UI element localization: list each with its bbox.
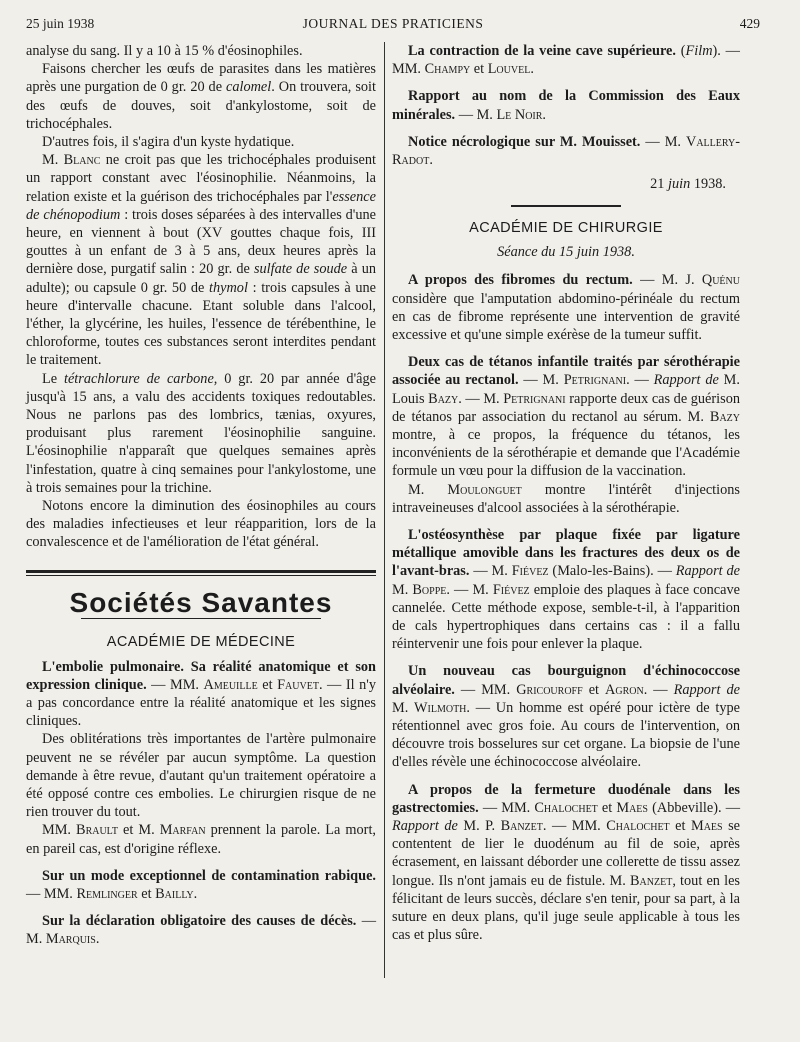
issue-date: 25 juin 1938: [26, 16, 95, 31]
entry: L'embolie pulmonaire. Sa réalité anatomique et son expression clinique. — MM. Ameuille et Fauvet. — Il n'y a pas concordance entre la réalité anatomique et les signes cliniques.: [26, 658, 376, 730]
column-divider: [384, 42, 385, 978]
session-date: 21 juin 1938.: [650, 176, 726, 193]
entry: A propos de la fermeture duodénale dans les gastrectomies. — MM. Chalochet et Maes (Abbeville). — Rapport de M. P. Banzet. — MM. Chalochet et Maes se contentent de lier le duodénum au fil de soie, après écrasement, en laissant déborder une collerette de tissu assez longue. Ils n'ont jamais eu de fistule. M. Banzet, tout en les félicitant de leurs succès, déclare s'en tenir, pour sa part, à la suture en deux plans, qu'il juge seule applicable à tous les cas et plus sûre.: [392, 781, 741, 944]
left-column: [26, 42, 376, 958]
paragraph: M. Blanc ne croit pas que les trichocéphales produisent un rapport constant avec l'éosinophilie. Néanmoins, la relation existe et la guérison des trichocéphales par l'essence de chénopodium : trois doses séparées à des intervalles d'une heure, en viennent à bout (XV gouttes chaque fois, III gouttes à un enfant de 3 à 5 ans, deux heures après la dernière dose, purgatif salin : 20 gr. de sulfate de soude à un adulte); ou capsule 0 gr. 50 de thymol : trois capsules à une heure d'intervalle chacune. Etant soluble dans l'alcool, l'éther, la glycérine, les huiles, l'essence de térébenthine, le chloroforme, toutes ces substances seront interdites pendant le traitement.: [26, 152, 376, 369]
page-number: 429: [739, 16, 760, 31]
academie-chirurgie-heading: ACADÉMIE DE CHIRURGIE: [469, 219, 663, 236]
entry: Deux cas de tétanos infantile traités par sérothérapie associée au rectanol. — M. Petrignani. — Rapport de M. Louis Bazy. — M. Petrignani rapporte deux cas de guérison de tétanos par association du rectanol au sérum. M. Bazy montre, à ce propos, la fréquence du tétanos, les inconvénients de la sérothérapie et demande que l'Académie formule un vœu pour la diffusion de la vaccination.: [392, 354, 741, 480]
entry: Un nouveau cas bourguignon d'échinococcose alvéolaire. — MM. Gricouroff et Agron. — Rapport de M. Wilmoth. — Un homme est opéré pour ictère de type rétentionnel avec gros foie. Au cours de l'intervention, on découvre trois bosselures sur cet organe. La biopsie de l'une d'elles révèle une échinococcose alvéolaire.: [392, 663, 740, 771]
title-underline: [81, 618, 321, 620]
journal-title: JOURNAL DES PRATICIENS: [302, 16, 484, 31]
entry: La contraction de la veine cave supérieure. (Film). — MM. Champy et Louvel.: [392, 43, 740, 78]
paragraph: analyse du sang. Il y a 10 à 15 % d'éosinophiles.: [26, 43, 303, 59]
entry: Notice nécrologique sur M. Mouisset. — M. Vallery-Radot.: [392, 133, 740, 169]
paragraph: MM. Brault et M. Marfan prennent la parole. La mort, en pareil cas, est d'origine réflexe.: [26, 822, 376, 857]
entry: Rapport au nom de la Commission des Eaux minérales. — M. Le Noir.: [392, 88, 740, 123]
page-header: [26, 14, 760, 36]
section-title: Sociétés Savantes: [69, 586, 333, 618]
entry: A propos des fibromes du rectum. — M. J. Quénu considère que l'amputation abdomino-périnéale du rectum en cas de fibrome représente une intervention de gravité excessive et qu'une simple exérèse de la tumeur suffit.: [392, 272, 740, 343]
academie-medecine-heading: ACADÉMIE DE MÉDECINE: [106, 634, 296, 651]
paragraph: M. Moulonguet montre l'intérêt d'injections intraveineuses d'alcool associées à la sérothérapie.: [392, 481, 740, 516]
section-rule: [26, 570, 376, 576]
paragraph: Notons encore la diminution des éosinophiles au cours des maladies infectieuses et leur réapparition, lors de la convalescence et de l'amélioration de l'état général.: [26, 498, 376, 551]
right-column: [392, 42, 740, 953]
paragraph: Des oblitérations très importantes de l'artère pulmonaire peuvent ne se révéler par aucun symptôme. La question demande à être revue, d'autant qu'un traitement opératoire a été opposé contre ces embolies. Le chirurgien risque de ne rien trouver du tout.: [26, 731, 376, 821]
paragraph: D'autres fois, il s'agira d'un kyste hydatique.: [42, 134, 295, 151]
entry: Sur la déclaration obligatoire des causes de décès. — M. Marquis.: [26, 913, 377, 948]
paragraph: Faisons chercher les œufs de parasites dans les matières après une purgation de 0 gr. 20 de calomel. On trouvera, soit des œufs de douves, soit d'ankylostome, soit de trichocéphales.: [26, 61, 376, 132]
separator-rule: [511, 205, 621, 207]
seance-date: Séance du 15 juin 1938.: [497, 244, 635, 261]
entry: Sur un mode exceptionnel de contamination rabique. — MM. Remlinger et Bailly.: [26, 867, 376, 903]
entry: L'ostéosynthèse par plaque fixée par ligature métallique amovible dans les fractures des deux os de l'avant-bras. — M. Fiévez (Malo-les-Bains). — Rapport de M. Boppe. — M. Fiévez emploie des plaques à face concave cannelée. Cette méthode expose, semble-t-il, à l'apparition de cals hypertrophiques dans certains cas : il a fallu réintervenir une fois pour enlever la plaque.: [392, 526, 740, 653]
paragraph: Le tétrachlorure de carbone, 0 gr. 20 par année d'âge jusqu'à 15 ans, a valu des accidents toxiques redoutables. Nous ne parlons pas des lombrics, tænias, oxyures, produisant plus rarement l'éosinophilie sanguine. L'éosinophilie n'apparaît que quelques semaines après l'infestation, quatre à cinq semaines pour l'ankylostome, une à trois semaines pour la trichine.: [26, 370, 376, 496]
